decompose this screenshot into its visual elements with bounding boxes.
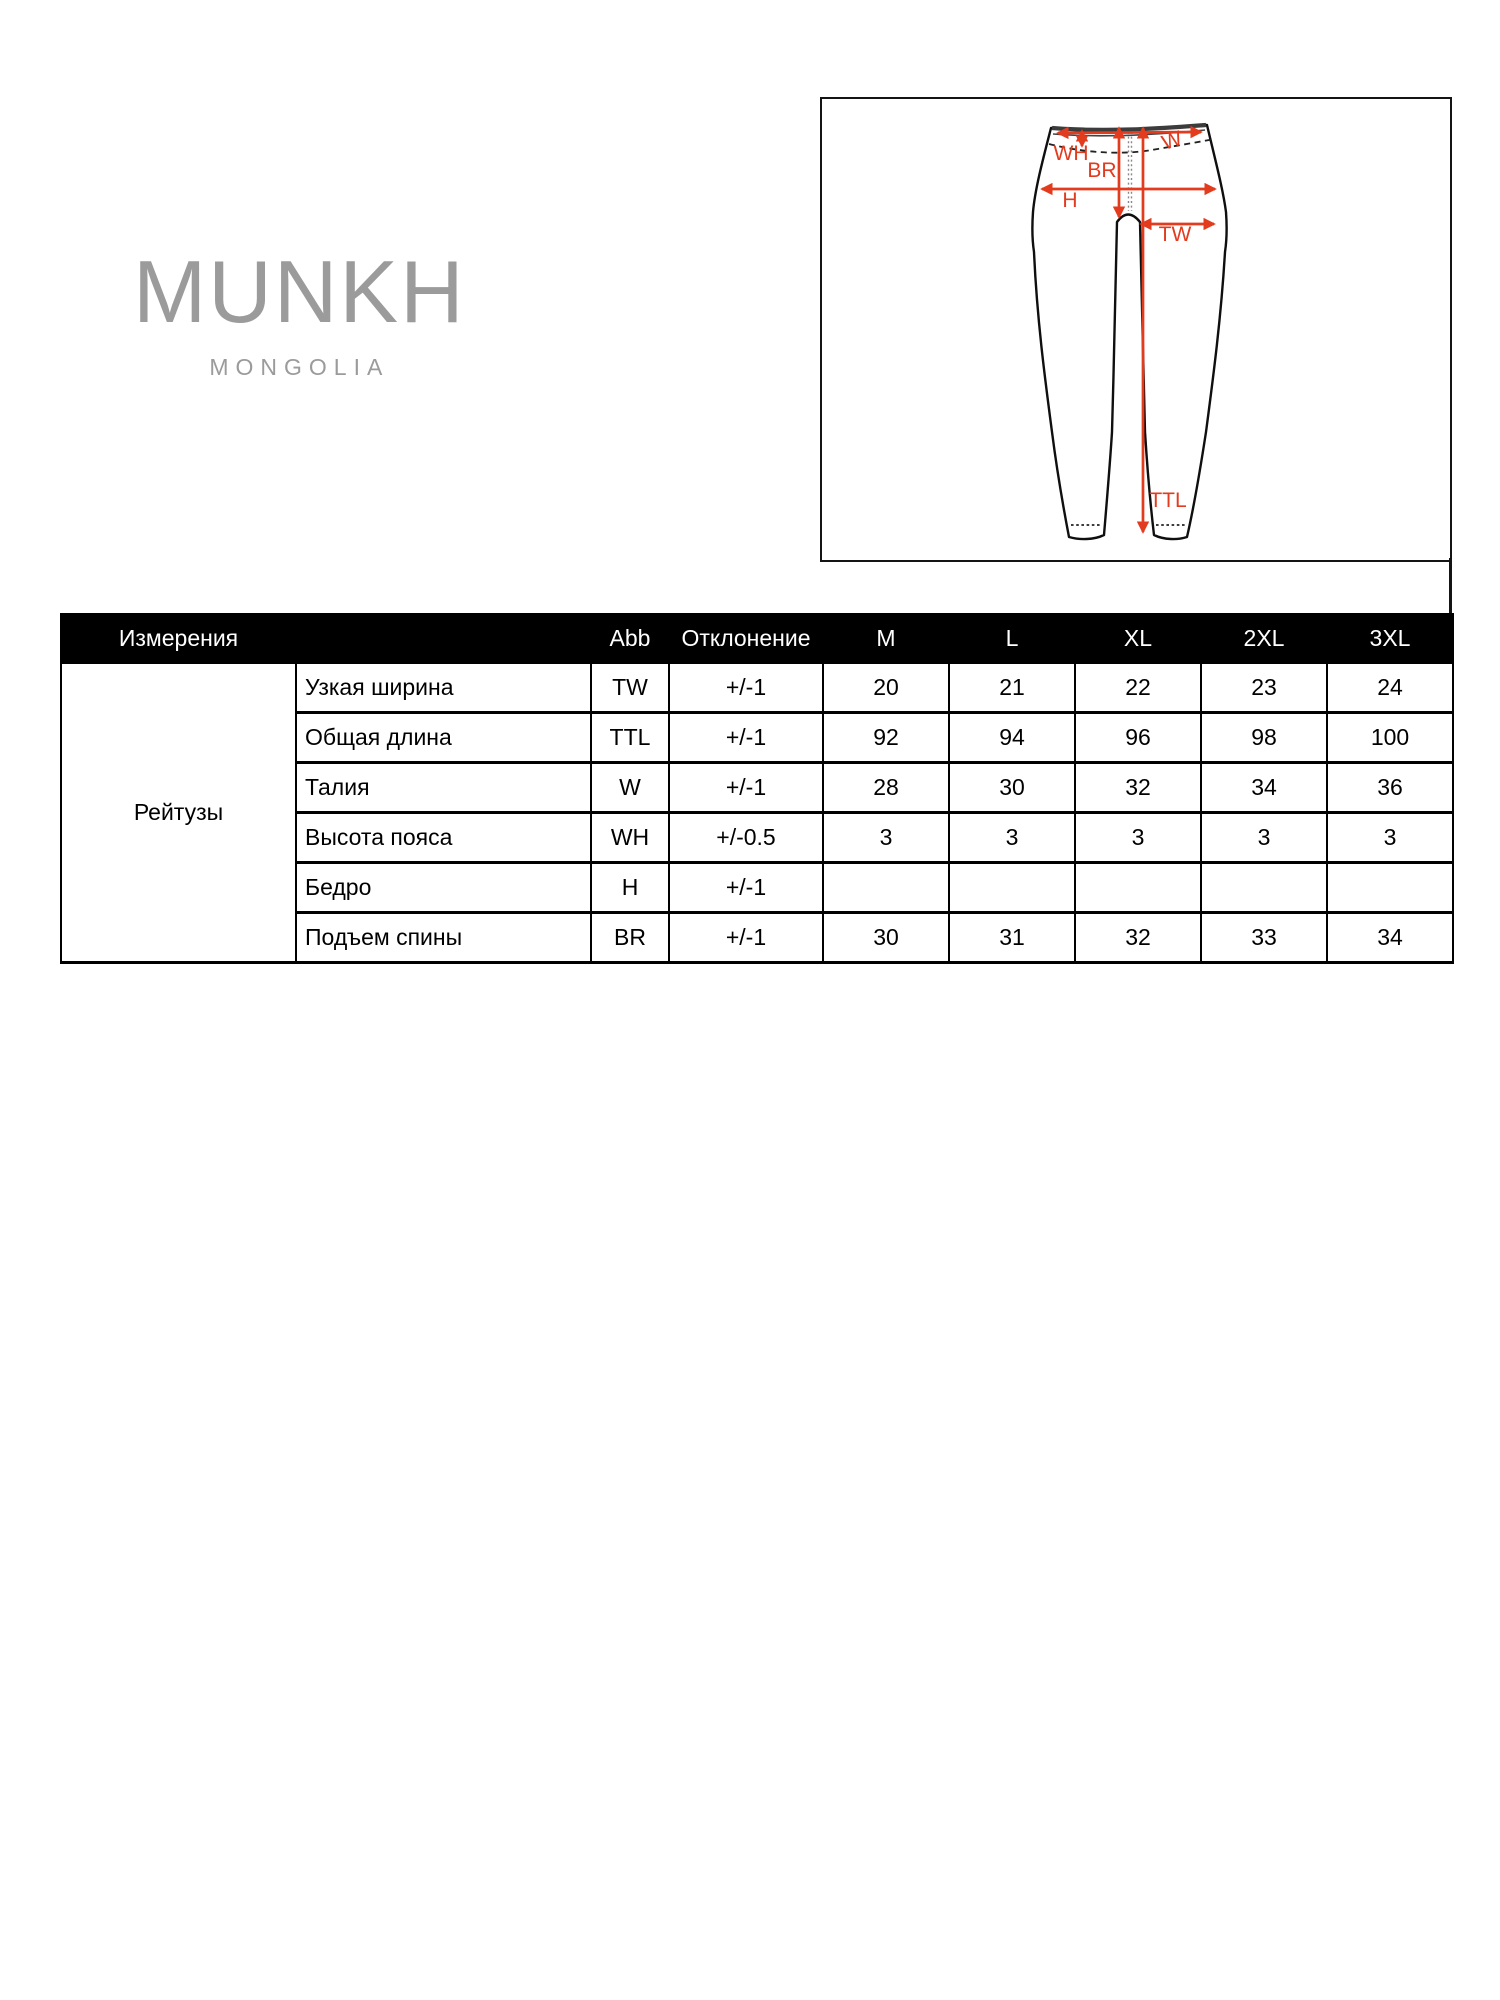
brand-subtitle: MONGOLIA bbox=[209, 354, 390, 380]
measure-label-w: W bbox=[1159, 126, 1185, 155]
value-cell: 22 bbox=[1075, 663, 1201, 713]
table-header-row bbox=[61, 615, 1453, 663]
tolerance-cell: +/-1 bbox=[669, 713, 823, 763]
value-cell: 30 bbox=[823, 913, 949, 963]
abb-cell: WH bbox=[591, 813, 669, 863]
brand-name: MUNKH bbox=[133, 242, 466, 341]
header-size-m: M bbox=[823, 615, 949, 663]
value-cell: 34 bbox=[1201, 763, 1327, 813]
value-cell: 34 bbox=[1327, 913, 1453, 963]
measurement-name: Подъем спины bbox=[296, 913, 591, 963]
value-cell: 98 bbox=[1201, 713, 1327, 763]
measure-label-wh: WH bbox=[1053, 142, 1089, 165]
measurement-name: Общая длина bbox=[296, 713, 591, 763]
measurement-name: Талия bbox=[296, 763, 591, 813]
leggings-outline bbox=[1032, 125, 1226, 539]
value-cell: 100 bbox=[1327, 713, 1453, 763]
value-cell: 32 bbox=[1075, 763, 1201, 813]
tolerance-cell: +/-1 bbox=[669, 763, 823, 813]
measure-label-ttl: TTL bbox=[1149, 489, 1187, 512]
header-measurement-name-spacer bbox=[296, 615, 591, 663]
measurement-name: Узкая ширина bbox=[296, 663, 591, 713]
value-cell: 3 bbox=[823, 813, 949, 863]
value-cell: 20 bbox=[823, 663, 949, 713]
header-size-l: L bbox=[949, 615, 1075, 663]
measurement-name: Бедро bbox=[296, 863, 591, 913]
abb-cell: H bbox=[591, 863, 669, 913]
size-chart-table bbox=[60, 613, 1454, 964]
abb-cell: W bbox=[591, 763, 669, 813]
value-cell: 3 bbox=[1201, 813, 1327, 863]
leggings-diagram bbox=[822, 99, 1450, 560]
value-cell bbox=[1327, 863, 1453, 913]
header-size-3xl: 3XL bbox=[1327, 615, 1453, 663]
value-cell: 32 bbox=[1075, 913, 1201, 963]
value-cell: 21 bbox=[949, 663, 1075, 713]
box-table-connector-line bbox=[1449, 558, 1452, 616]
value-cell: 94 bbox=[949, 713, 1075, 763]
value-cell: 31 bbox=[949, 913, 1075, 963]
measurement-name: Высота пояса bbox=[296, 813, 591, 863]
abb-cell: BR bbox=[591, 913, 669, 963]
header-size-2xl: 2XL bbox=[1201, 615, 1327, 663]
value-cell: 33 bbox=[1201, 913, 1327, 963]
value-cell bbox=[823, 863, 949, 913]
header-measurements: Измерения bbox=[61, 615, 296, 663]
tolerance-cell: +/-1 bbox=[669, 913, 823, 963]
value-cell bbox=[1075, 863, 1201, 913]
value-cell bbox=[1201, 863, 1327, 913]
header-abb: Abb bbox=[591, 615, 669, 663]
category-cell: Рейтузы bbox=[61, 663, 296, 963]
value-cell: 3 bbox=[1075, 813, 1201, 863]
value-cell: 3 bbox=[949, 813, 1075, 863]
value-cell bbox=[949, 863, 1075, 913]
value-cell: 28 bbox=[823, 763, 949, 813]
value-cell: 23 bbox=[1201, 663, 1327, 713]
abb-cell: TW bbox=[591, 663, 669, 713]
tolerance-cell: +/-1 bbox=[669, 663, 823, 713]
brand-logo bbox=[133, 242, 466, 381]
table-row bbox=[61, 663, 1453, 713]
value-cell: 24 bbox=[1327, 663, 1453, 713]
value-cell: 92 bbox=[823, 713, 949, 763]
header-tolerance: Отклонение bbox=[669, 615, 823, 663]
abb-cell: TTL bbox=[591, 713, 669, 763]
value-cell: 36 bbox=[1327, 763, 1453, 813]
header-size-xl: XL bbox=[1075, 615, 1201, 663]
tolerance-cell: +/-1 bbox=[669, 863, 823, 913]
measure-label-tw: TW bbox=[1158, 223, 1192, 246]
measurement-diagram-box bbox=[820, 97, 1452, 562]
value-cell: 96 bbox=[1075, 713, 1201, 763]
measure-label-h: H bbox=[1062, 189, 1078, 212]
tolerance-cell: +/-0.5 bbox=[669, 813, 823, 863]
value-cell: 3 bbox=[1327, 813, 1453, 863]
value-cell: 30 bbox=[949, 763, 1075, 813]
measure-label-br: BR bbox=[1087, 159, 1117, 182]
